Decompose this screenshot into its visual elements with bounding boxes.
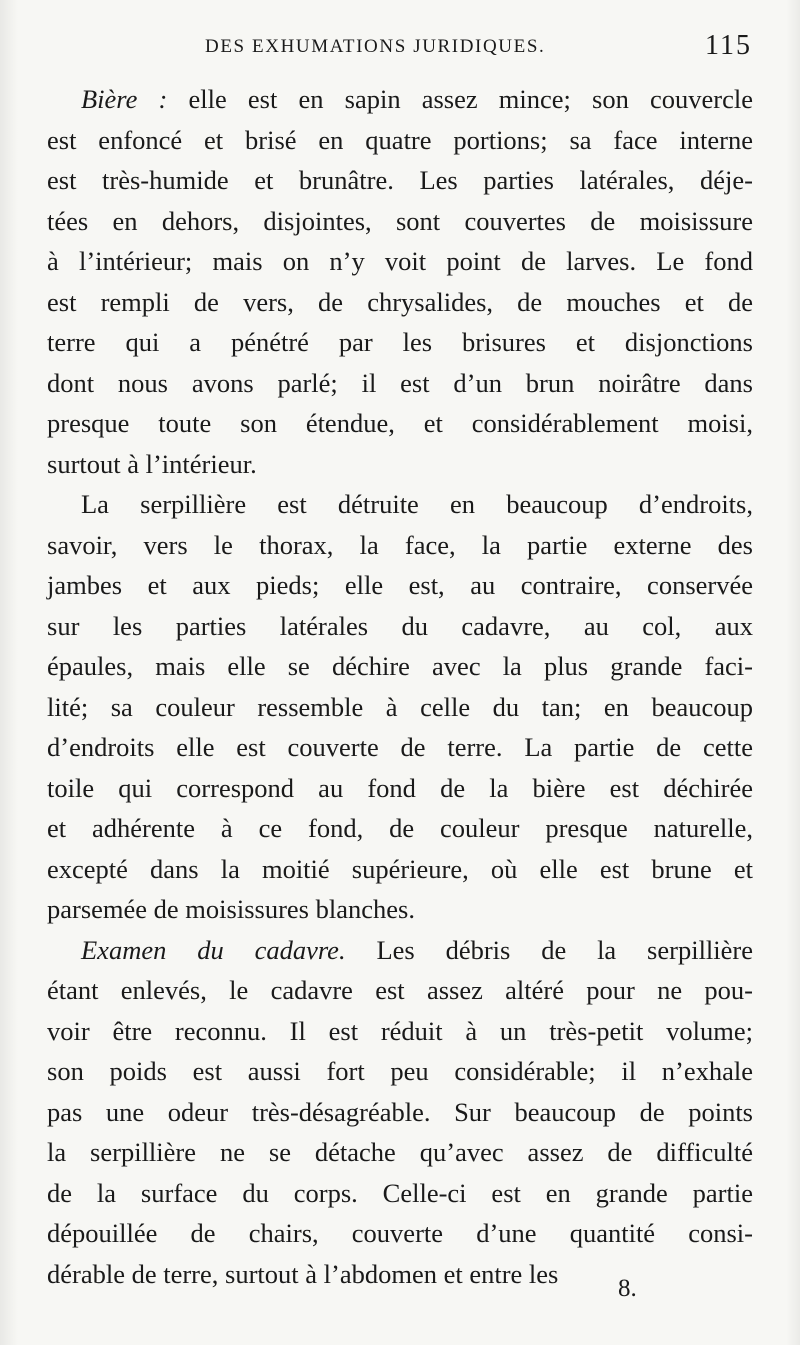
text-line	[47, 970, 753, 1011]
line-text: toile qui correspond au fond de la bière est déchirée	[47, 772, 753, 803]
line-text: savoir, vers le thorax, la face, la partie externe des	[47, 529, 753, 560]
italic-lead: Bière :	[81, 84, 168, 114]
text-line	[47, 120, 753, 161]
line-text: presque toute son étendue, et considérablement moisi,	[47, 408, 753, 438]
text-line	[47, 79, 753, 120]
running-head	[205, 30, 752, 66]
text-line	[47, 322, 753, 363]
line-text: la serpillière ne se détache qu’avec assez de difficulté	[47, 1137, 753, 1167]
line-text: est rempli de vers, de chrysalides, de mouches et de	[47, 286, 753, 317]
line-text: étant enlevés, le cadavre est assez altéré pour ne pou-	[47, 975, 753, 1005]
line-text: terre qui a pénétré par les brisures et disjonctions	[47, 327, 753, 357]
running-title: DES EXHUMATIONS JURIDIQUES.	[205, 36, 546, 57]
text-line	[47, 1254, 753, 1295]
text-line	[47, 1213, 753, 1254]
line-text: épaules, mais elle se déchire avec la plus grande faci-	[47, 651, 753, 681]
page-number: 115	[705, 30, 752, 61]
text-line	[47, 363, 753, 404]
line-text: jambes et aux pieds; elle est, au contraire, conservée	[47, 570, 753, 600]
text-line	[47, 282, 753, 323]
text-line	[47, 889, 753, 930]
line-text: tées en dehors, disjointes, sont couvertes de moisissure	[47, 205, 753, 236]
line-text: dont nous avons parlé; il est d’un brun noirâtre dans	[47, 367, 753, 398]
text-line	[47, 160, 753, 201]
line-text: pas une odeur très-désagréable. Sur beaucoup de points	[47, 1096, 753, 1127]
text-line	[47, 241, 753, 282]
line-text: dérable de terre, surtout à l’abdomen et entre les	[47, 1258, 559, 1289]
line-text: sur les parties latérales du cadavre, au col, aux	[47, 610, 753, 641]
italic-lead: Examen du cadavre.	[81, 934, 346, 965]
line-text: parsemée de moisissures blanches.	[47, 894, 415, 924]
text-line	[47, 1011, 753, 1052]
text-line	[47, 1051, 753, 1092]
text-line	[47, 1173, 753, 1214]
line-text: d’endroits elle est couverte de terre. La partie de cette	[47, 732, 753, 762]
text-line	[47, 768, 753, 809]
line-text: dépouillée de chairs, couverte d’une quantité consi-	[47, 1218, 753, 1248]
text-line	[47, 808, 753, 849]
line-text: La serpillière est détruite en beaucoup d’endroits,	[81, 489, 753, 519]
text-line	[47, 646, 753, 687]
text-line	[47, 484, 753, 525]
text-line	[47, 849, 753, 890]
text-line	[47, 565, 753, 606]
text-line	[47, 403, 753, 444]
text-line	[47, 444, 753, 485]
line-text: voir être reconnu. Il est réduit à un très-petit volume;	[47, 1015, 753, 1046]
line-text: à l’intérieur; mais on n’y voit point de larves. Le fond	[47, 246, 753, 276]
text-line	[47, 727, 753, 768]
body-text	[47, 79, 753, 1294]
text-line	[47, 687, 753, 728]
text-line	[47, 1092, 753, 1133]
line-text: excepté dans la moitié supérieure, où elle est brune et	[47, 853, 753, 884]
line-text: Les débris de la serpillière	[345, 934, 754, 965]
line-text: de la surface du corps. Celle-ci est en grande partie	[47, 1177, 753, 1208]
text-line	[47, 606, 753, 647]
text-line	[47, 930, 753, 971]
line-text: son poids est aussi fort peu considérable; il n’exhale	[47, 1056, 753, 1086]
line-text: est très-humide et brunâtre. Les parties latérales, déje-	[47, 165, 753, 195]
text-line	[47, 201, 753, 242]
line-text: lité; sa couleur ressemble à celle du tan; en beaucoup	[47, 691, 753, 722]
text-line	[47, 525, 753, 566]
line-text: elle est en sapin assez mince; son couvercle	[167, 84, 753, 114]
line-text: est enfoncé et brisé en quatre portions; sa face interne	[47, 124, 753, 155]
signature-mark: 8.	[618, 1275, 637, 1302]
line-text: et adhérente à ce fond, de couleur presque naturelle,	[47, 813, 753, 843]
text-line	[47, 1132, 753, 1173]
line-text: surtout à l’intérieur.	[47, 448, 257, 479]
